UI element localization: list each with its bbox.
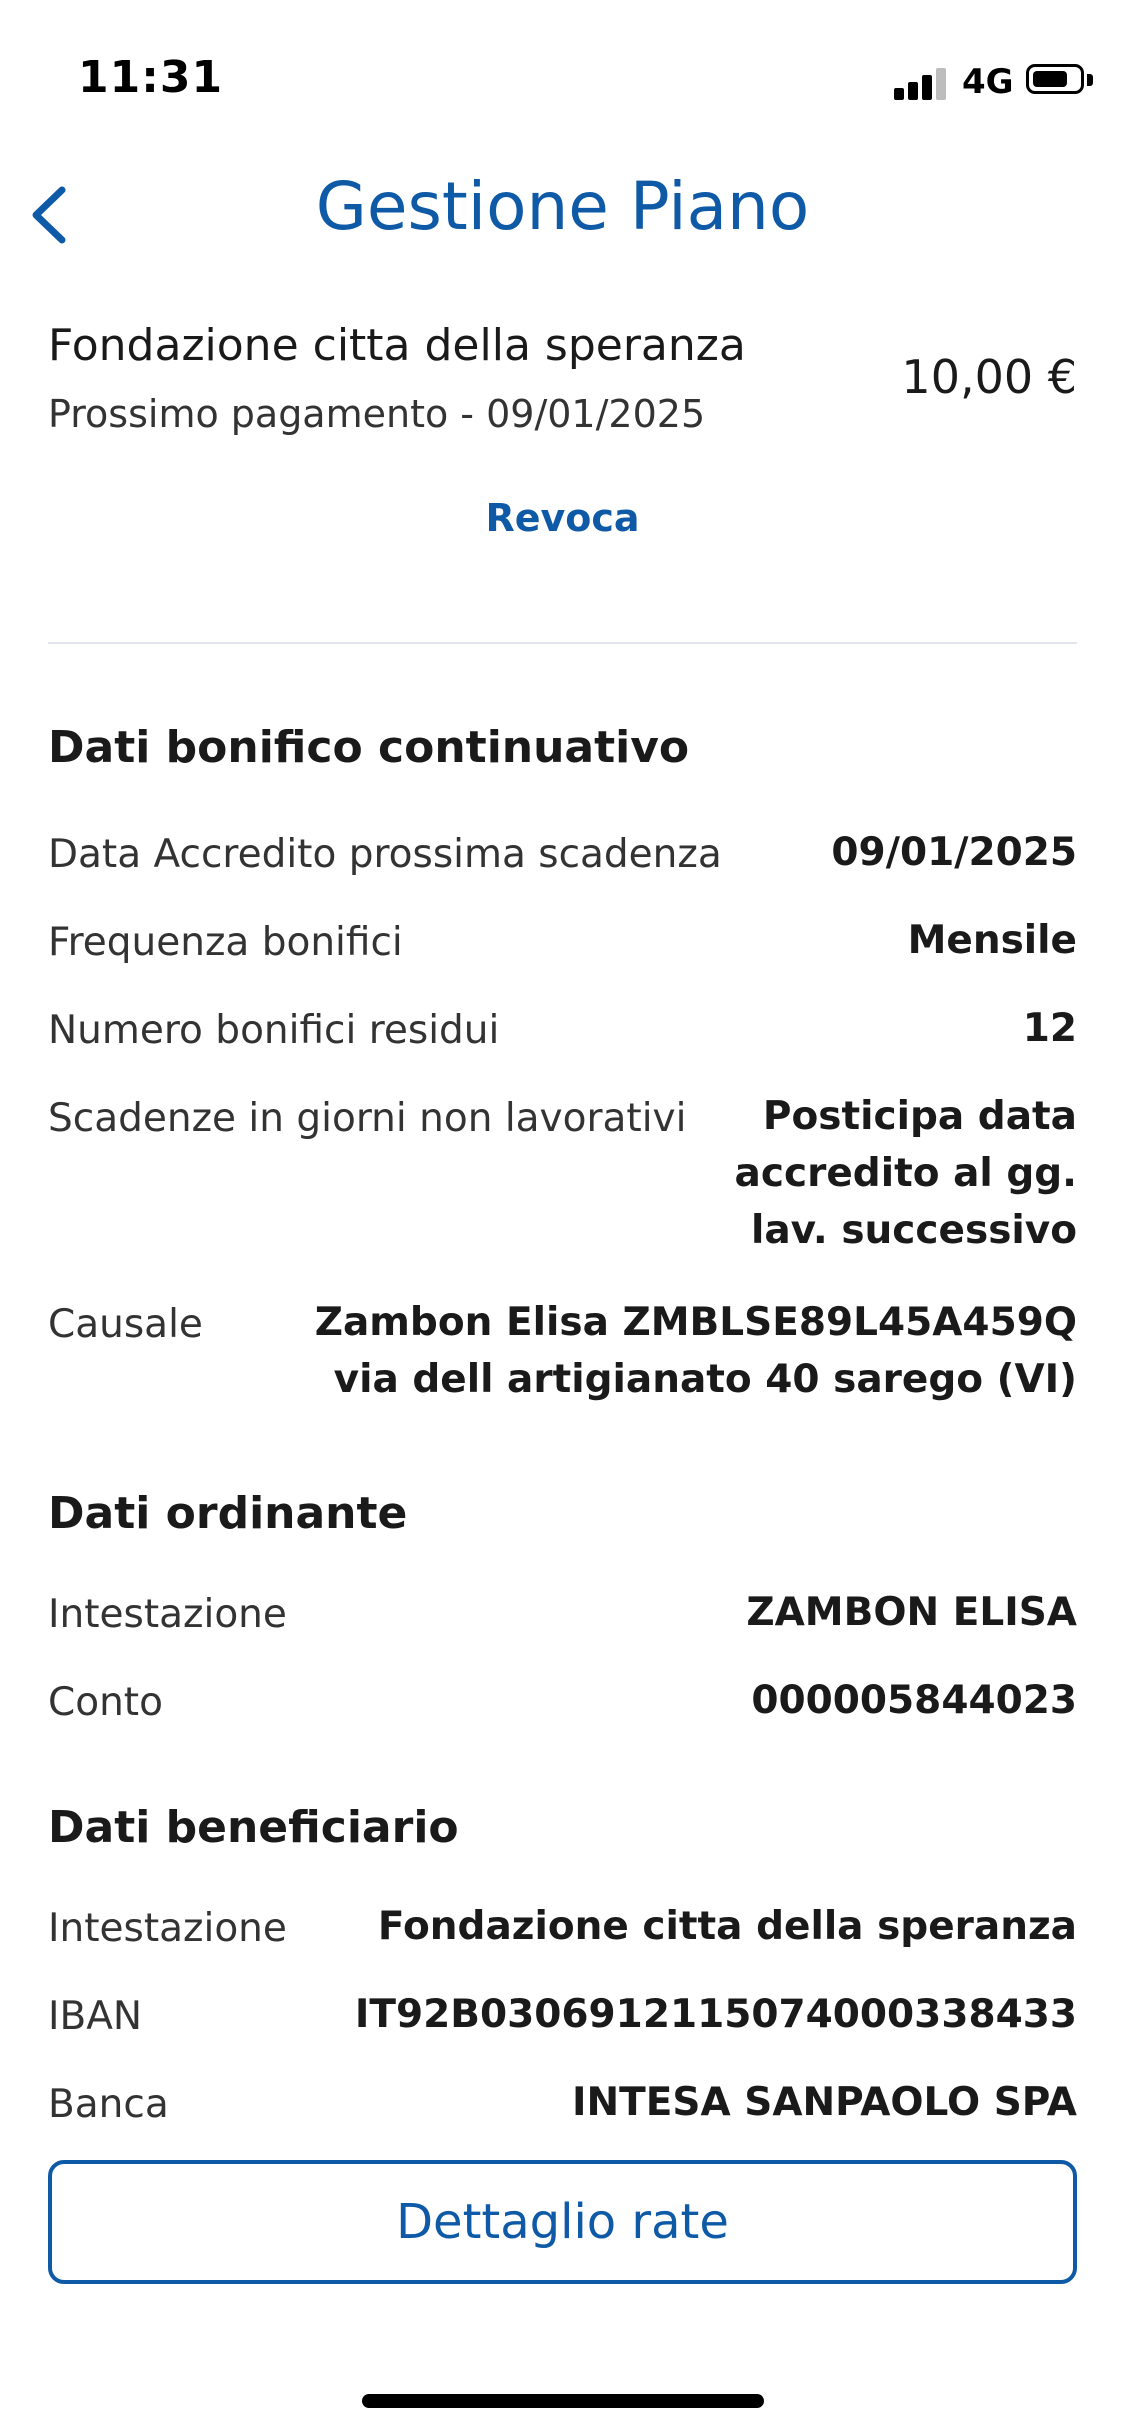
next-payment-text: Prossimo pagamento - 09/01/2025 [48, 392, 706, 436]
detail-label: Scadenze in giorni non lavorativi [48, 1096, 687, 1141]
detail-value: Mensile [907, 918, 1077, 963]
plan-name: Fondazione citta della speranza [48, 320, 746, 371]
detail-label: Causale [48, 1302, 203, 1347]
detail-label: Banca [48, 2082, 169, 2127]
page-title: Gestione Piano [315, 168, 810, 245]
installment-details-button[interactable]: Dettaglio rate [48, 2160, 1077, 2284]
detail-label: IBAN [48, 1994, 143, 2039]
battery-tip [1087, 74, 1093, 86]
detail-value: 12 [1022, 1006, 1077, 1051]
divider [48, 642, 1077, 644]
detail-value: IT92B0306912115074000338433 [354, 1992, 1077, 2037]
section-title-bonifico: Dati bonifico continuativo [48, 722, 690, 773]
detail-label: Data Accredito prossima scadenza [48, 832, 722, 877]
section-title-beneficiario: Dati beneficiario [48, 1802, 459, 1853]
section-title-ordinante: Dati ordinante [48, 1488, 408, 1539]
battery-icon [1026, 64, 1084, 94]
detail-label: Intestazione [48, 1592, 287, 1637]
detail-value: Zambon Elisa ZMBLSE89L45A459Q via dell artigianato 40 sarego (VI) [314, 1300, 1077, 1402]
home-indicator [362, 2394, 764, 2408]
detail-label: Conto [48, 1680, 163, 1725]
detail-value: ZAMBON ELISA [746, 1590, 1077, 1635]
detail-value: 09/01/2025 [831, 830, 1077, 875]
network-type-label: 4G [962, 62, 1014, 102]
detail-value: INTESA SANPAOLO SPA [572, 2080, 1077, 2125]
plan-amount: 10,00 € [901, 350, 1077, 404]
status-bar [0, 0, 1125, 150]
detail-value: 000005844023 [751, 1678, 1077, 1723]
cellular-signal-icon [894, 66, 948, 100]
status-time: 11:31 [78, 52, 224, 103]
detail-value: Posticipa data accredito al gg. lav. successivo [734, 1094, 1077, 1253]
detail-label: Frequenza bonifici [48, 920, 403, 965]
revoke-link[interactable]: Revoca [485, 496, 640, 540]
detail-label: Intestazione [48, 1906, 287, 1951]
detail-label: Numero bonifici residui [48, 1008, 500, 1053]
detail-value: Fondazione citta della speranza [377, 1904, 1077, 1949]
